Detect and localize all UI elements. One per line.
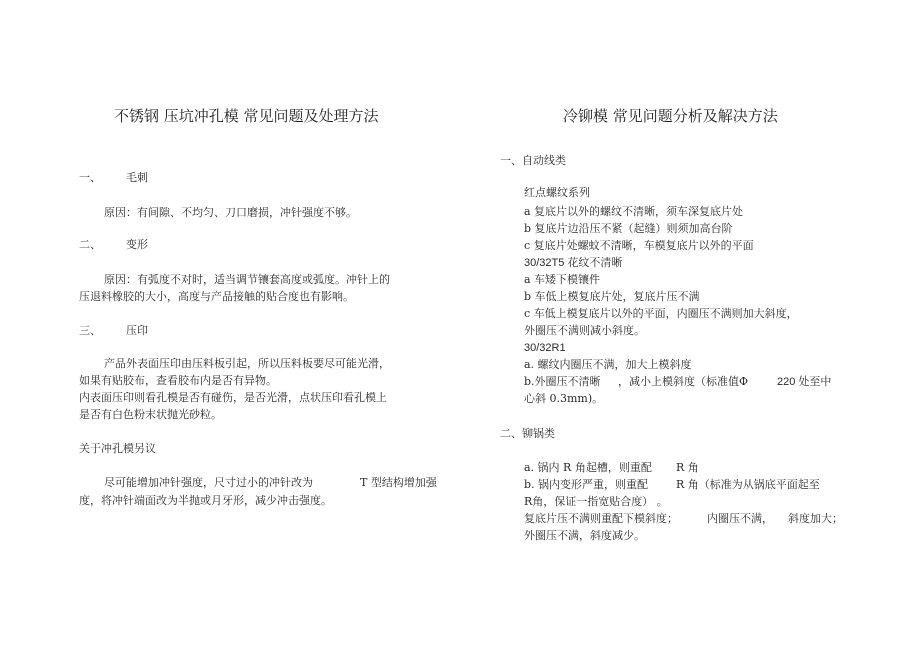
left-s3-para-line1: 产品外表面压印由压料板引起，所以压料板要尽可能光滑， [104, 357, 390, 370]
right-a-line-7: 外圈压不满则减小斜度。 [524, 324, 645, 337]
left-s2-number: 二、 [79, 238, 101, 251]
left-title: 不锈钢 压坑冲孔模 常见问题及处理方法 [114, 107, 379, 125]
right-a-subheading-1: 红点螺纹系列 [524, 186, 590, 199]
right-b-line-1-part1: a. 锅内 R 角起槽，则重配 [524, 461, 652, 474]
right-title: 冷铆模 常见问题分析及解决方法 [563, 107, 778, 125]
right-a-subheading-2: 30/32T5 花纹不清晰 [524, 257, 623, 269]
left-s1-number: 一、 [79, 171, 101, 184]
right-a-line-10: 心斜 0.3mm)。 [524, 392, 604, 405]
right-a-line-9-part2: ，减小上模斜度（标准值Φ [618, 375, 749, 388]
left-s4-para-line2: 度，将冲针端面改为半抛或月牙形，减少冲击强度。 [79, 494, 332, 507]
left-s3-para-line3: 内表面压印则看孔模是否有碰伤，是否光滑，点状压印看孔模上 [79, 391, 387, 404]
right-a-line-9-part1: b.外圈压不清晰 [524, 375, 601, 388]
right-b-line-4-part3: 斜度加大； [788, 512, 843, 525]
right-a-line-8: a. 螺纹内圈压不满，加大上模斜度 [524, 358, 692, 371]
left-s3-heading: 压印 [126, 324, 148, 337]
right-a-line-2: b 复底片边沿压不紧（起缝）则须加高台阶 [524, 222, 733, 235]
left-s2-para-line1: 原因：有弧度不对时，适当调节镶套高度或弧度。冲针上的 [104, 273, 390, 286]
left-s1-para: 原因：有间隙、不均匀、刀口磨损，冲针强度不够。 [104, 206, 357, 219]
left-s2-heading: 变形 [126, 238, 148, 251]
right-b-line-5: 外圈压不满，斜度减少。 [524, 529, 645, 542]
right-a-line-1: a 复底片以外的螺纹不清晰，须车深复底片处 [524, 205, 744, 218]
right-b-line-3: R角，保证一指宽贴合度） 。 [524, 495, 668, 508]
left-s3-number: 三、 [79, 324, 101, 337]
right-b-line-1-part2: R 角 [676, 461, 699, 474]
right-b-line-4-part2: 内圈压不满， [707, 512, 773, 525]
left-s4-para-line1-part1: 尽可能增加冲针强度，尺寸过小的冲针改为 [104, 476, 313, 489]
right-b-line-4-part1: 复底片压不满则重配下模斜度； [524, 512, 678, 525]
right-b-line-2-part2: R 角（标准为从锅底平面起至 [676, 478, 820, 491]
right-a-line-4: a 车矮下模镶件 [524, 273, 601, 286]
right-section-b-heading: 二、铆锅类 [500, 427, 555, 440]
left-s2-para-line2: 压退料橡胶的大小，高度与产品接触的贴合度也有影响。 [79, 290, 354, 303]
left-s1-heading: 毛刺 [126, 171, 148, 184]
right-a-line-5: b 车低上模复底片处，复底片压不满 [524, 290, 700, 303]
right-a-subheading-3: 30/32R1 [524, 342, 566, 354]
right-a-line-9-part3: 220 处至中 [777, 376, 832, 388]
left-s4-heading: 关于冲孔模另议 [79, 442, 156, 455]
left-s3-para-line4: 是否有白色粉末状抛光砂粒。 [79, 408, 222, 421]
right-b-line-2-part1: b. 锅内变形严重，则重配 [524, 478, 649, 491]
right-a-line-3: c 复底片处螺蚊不清晰，车模复底片以外的平面 [524, 239, 754, 252]
right-a-line-6: c 车低上模复底片以外的平面，内圈压不满则加大斜度， [524, 307, 798, 320]
left-s4-para-line1-part2: T 型结构增加强 [360, 476, 437, 489]
right-section-a-heading: 一、自动线类 [500, 154, 566, 167]
left-s3-para-line2: 如果有贴胶布，查看胶布内是否有异物。 [79, 374, 277, 387]
